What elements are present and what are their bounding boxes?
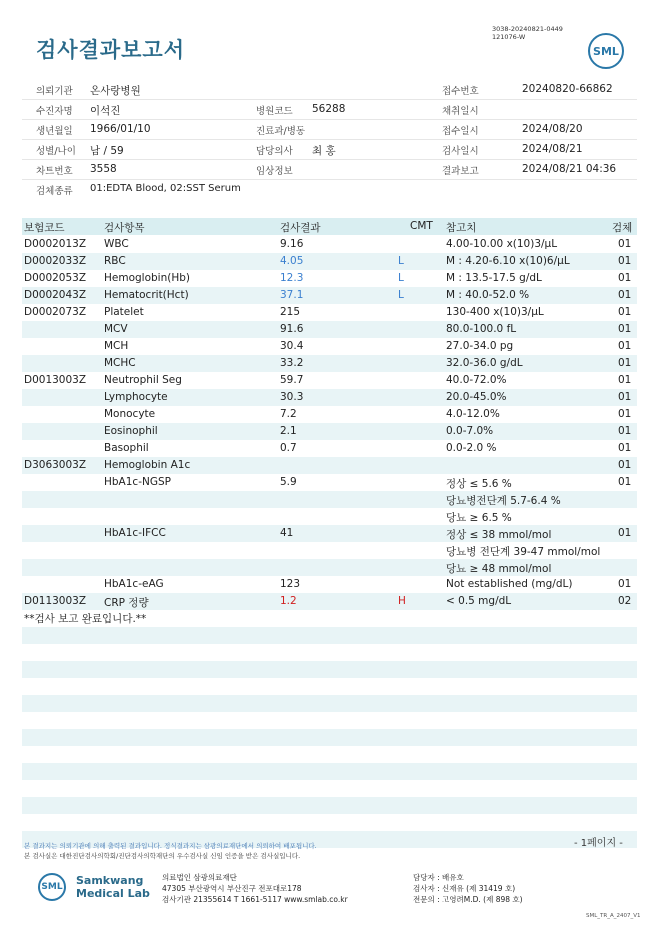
row-specimen: 01 [618, 272, 632, 284]
row-test-item: Hemoglobin A1c [104, 459, 191, 471]
row-reference: 0.0-7.0% [446, 425, 494, 437]
row-test-item: Monocyte [104, 408, 156, 420]
table-row [22, 355, 637, 372]
table-row [22, 559, 637, 576]
info-label: 접수일시 [442, 126, 479, 137]
info-label: 진료과/병동 [256, 126, 306, 137]
row-test-item: Platelet [104, 306, 144, 318]
report-title: 검사결과보고서 [36, 38, 186, 62]
info-label: 성별/나이 [36, 146, 76, 157]
row-cmt-flag: L [398, 289, 404, 301]
table-row [22, 338, 637, 355]
row-specimen: 02 [618, 595, 632, 607]
requesting-institution: 온사랑병원 [90, 85, 141, 97]
table-row [22, 321, 637, 338]
row-reference: 당뇨 ≥ 6.5 % [446, 512, 512, 524]
info-row-3 [22, 119, 637, 140]
info-label: 의뢰기관 [36, 86, 73, 97]
row-reference: 40.0-72.0% [446, 374, 507, 386]
row-test-item: Eosinophil [104, 425, 158, 437]
row-reference: 당뇨 ≥ 48 mmol/mol [446, 563, 552, 575]
row-test-item: Hemoglobin(Hb) [104, 272, 191, 284]
empty-row-band [22, 729, 637, 746]
info-label: 생년월일 [36, 126, 73, 137]
row-reference: 정상 ≤ 38 mmol/mol [446, 529, 552, 541]
table-row [22, 491, 637, 508]
row-reference: 당뇨병전단계 5.7-6.4 % [446, 495, 561, 507]
info-row-2 [22, 99, 637, 120]
row-cmt-flag: L [398, 272, 404, 284]
receipt-date: 2024/08/20 [522, 123, 583, 135]
patient-name: 이석진 [90, 105, 121, 117]
table-row [22, 236, 637, 253]
table-row [22, 508, 637, 525]
organization-address [162, 872, 348, 905]
row-reference: M : 13.5-17.5 g/dL [446, 272, 542, 284]
row-result: 4.05 [280, 255, 304, 267]
table-header [22, 218, 637, 235]
row-test-item: Basophil [104, 442, 149, 454]
organization-name [76, 874, 150, 900]
row-test-item: RBC [104, 255, 126, 267]
header-specimen: 검체 [612, 222, 633, 234]
table-row [22, 457, 637, 474]
row-result: 37.1 [280, 289, 304, 301]
row-test-item: HbA1c-NGSP [104, 476, 171, 488]
staff-line-3: 전문의 : 고영려M.D. (제 898 호) [413, 895, 523, 904]
row-specimen: 01 [618, 578, 632, 590]
address-line-3: 검사기관 21355614 T 1661-5117 www.smlab.co.kr [162, 895, 348, 904]
row-result: 215 [280, 306, 301, 318]
test-date: 2024/08/21 [522, 143, 583, 155]
row-test-item: Neutrophil Seg [104, 374, 182, 386]
row-cmt-flag: H [398, 595, 406, 607]
info-label: 결과보고 [442, 166, 479, 177]
row-specimen: 01 [618, 255, 632, 267]
header-cmt: CMT [410, 220, 433, 232]
attending-doctor: 최 홍 [312, 145, 336, 157]
specimen-types: 01:EDTA Blood, 02:SST Serum [90, 183, 241, 194]
form-version: SML_TR_A_2407_V1 [586, 913, 641, 919]
row-reference: 130-400 x(10)3/µL [446, 306, 544, 318]
sex-age: 남 / 59 [90, 145, 124, 157]
info-label: 채취일시 [442, 106, 479, 117]
row-specimen: 01 [618, 306, 632, 318]
row-insurance-code: D0013003Z [24, 374, 87, 386]
row-insurance-code: D0002053Z [24, 272, 87, 284]
row-reference: 80.0-100.0 fL [446, 323, 517, 335]
row-specimen: 01 [618, 527, 632, 539]
report-datetime: 2024/08/21 04:36 [522, 163, 617, 175]
row-test-item: Lymphocyte [104, 391, 168, 403]
info-row-4 [22, 139, 637, 160]
row-specimen: 01 [618, 289, 632, 301]
info-label: 수진자명 [36, 106, 73, 117]
table-row [22, 576, 637, 593]
row-test-item: MCV [104, 323, 128, 335]
header-item: 검사항목 [104, 222, 145, 234]
empty-row-band [22, 627, 637, 644]
row-insurance-code: D0002073Z [24, 306, 87, 318]
page-number: - 1페이지 - [574, 838, 623, 849]
table-row [22, 287, 637, 304]
row-specimen: 01 [618, 323, 632, 335]
row-result: 1.2 [280, 595, 297, 607]
info-row-1 [22, 79, 637, 100]
row-result: 33.2 [280, 357, 304, 369]
empty-row-band [22, 763, 637, 780]
certification-note: 본 검사실은 대한진단검사의학회/진단검사의학재단의 우수검사실 신임 인증을 받은 검사실입니다. [24, 852, 301, 860]
staff-line-2: 검사자 : 신재유 (제 31419 호) [413, 884, 516, 893]
document-number-line-1: 3038-20240821-0449 [492, 25, 563, 33]
table-row [22, 474, 637, 491]
row-result: 0.7 [280, 442, 297, 454]
row-specimen: 01 [618, 408, 632, 420]
disclaimer-note: 본 결과지는 의뢰기관에 의해 출력된 결과입니다. 정식결과지는 삼광의료재단에서 의뢰하여 배포됩니다. [24, 842, 317, 850]
row-reference: M : 40.0-52.0 % [446, 289, 530, 301]
address-line-1: 의료법인 삼광의료재단 [162, 873, 237, 882]
table-row [22, 423, 637, 440]
row-test-item: Hematocrit(Hct) [104, 289, 189, 301]
row-insurance-code: D0002013Z [24, 238, 87, 250]
row-reference: 4.00-10.00 x(10)3/µL [446, 238, 558, 250]
row-result: 30.4 [280, 340, 304, 352]
info-label: 차트번호 [36, 166, 73, 177]
row-test-item: HbA1c-eAG [104, 578, 164, 590]
row-result: 30.3 [280, 391, 304, 403]
footer-sml-logo: SML [38, 873, 66, 901]
row-insurance-code: D0002043Z [24, 289, 87, 301]
info-label: 임상정보 [256, 166, 293, 177]
row-specimen: 01 [618, 425, 632, 437]
table-row [22, 525, 637, 542]
row-result: 2.1 [280, 425, 297, 437]
header-reference: 참고치 [446, 222, 477, 234]
row-result: 123 [280, 578, 301, 590]
info-label: 담당의사 [256, 146, 293, 157]
header-code: 보험코드 [24, 222, 65, 234]
row-result: 41 [280, 527, 294, 539]
info-label: 검사일시 [442, 146, 479, 157]
row-reference: 당뇨병 전단계 39-47 mmol/mol [446, 546, 601, 558]
info-row-6 [22, 179, 637, 199]
chart-number: 3558 [90, 163, 117, 175]
row-specimen: 01 [618, 442, 632, 454]
row-reference: 정상 ≤ 5.6 % [446, 478, 512, 490]
table-row [22, 542, 637, 559]
row-reference: 0.0-2.0 % [446, 442, 497, 454]
row-result: 91.6 [280, 323, 304, 335]
row-result: 59.7 [280, 374, 304, 386]
row-specimen: 01 [618, 374, 632, 386]
row-test-item: CRP 정량 [104, 597, 149, 609]
row-test-item: WBC [104, 238, 129, 250]
staff-info [413, 872, 523, 905]
sml-logo: SML [588, 33, 624, 69]
row-specimen: 01 [618, 238, 632, 250]
row-test-item: HbA1c-IFCC [104, 527, 166, 539]
table-row [22, 304, 637, 321]
row-result: 12.3 [280, 272, 304, 284]
info-label: 접수번호 [442, 86, 479, 97]
row-specimen: 01 [618, 391, 632, 403]
row-specimen: 01 [618, 476, 632, 488]
table-row [22, 372, 637, 389]
row-test-item: MCH [104, 340, 129, 352]
empty-row-band [22, 661, 637, 678]
empty-row-band [22, 797, 637, 814]
info-label: 병원코드 [256, 106, 293, 117]
info-row-5 [22, 159, 637, 180]
row-specimen: 01 [618, 340, 632, 352]
birth-date: 1966/01/10 [90, 123, 151, 135]
document-number-line-2: 121076-W [492, 33, 526, 41]
row-reference: Not established (mg/dL) [446, 578, 573, 590]
table-row [22, 593, 637, 610]
row-reference: M : 4.20-6.10 x(10)6/µL [446, 255, 570, 267]
table-row [22, 389, 637, 406]
row-reference: 32.0-36.0 g/dL [446, 357, 523, 369]
row-reference: 4.0-12.0% [446, 408, 500, 420]
header-result: 검사결과 [280, 222, 321, 234]
completion-message: **검사 보고 완료입니다.** [24, 613, 147, 625]
row-insurance-code: D0113003Z [24, 595, 87, 607]
hospital-code: 56288 [312, 103, 346, 115]
table-row [22, 406, 637, 423]
receipt-number: 20240820-66862 [522, 83, 613, 95]
empty-row-band [22, 695, 637, 712]
row-reference: 20.0-45.0% [446, 391, 507, 403]
completion-row [22, 609, 637, 626]
row-result: 7.2 [280, 408, 297, 420]
row-cmt-flag: L [398, 255, 404, 267]
row-insurance-code: D3063003Z [24, 459, 87, 471]
row-result: 9.16 [280, 238, 304, 250]
staff-line-1: 담당자 : 배유호 [413, 873, 464, 882]
row-specimen: 01 [618, 357, 632, 369]
row-reference: 27.0-34.0 pg [446, 340, 514, 352]
info-label: 검체종류 [36, 186, 73, 197]
address-line-2: 47305 부산광역시 부산진구 전포대로178 [162, 884, 302, 893]
row-specimen: 01 [618, 459, 632, 471]
row-insurance-code: D0002033Z [24, 255, 87, 267]
organization-name-line-2: Medical Lab [76, 887, 150, 900]
organization-name-line-1: Samkwang [76, 874, 144, 887]
table-row [22, 253, 637, 270]
row-test-item: MCHC [104, 357, 136, 369]
row-reference: < 0.5 mg/dL [446, 595, 512, 607]
row-result: 5.9 [280, 476, 297, 488]
table-row [22, 270, 637, 287]
document-number [492, 25, 563, 41]
table-row [22, 440, 637, 457]
